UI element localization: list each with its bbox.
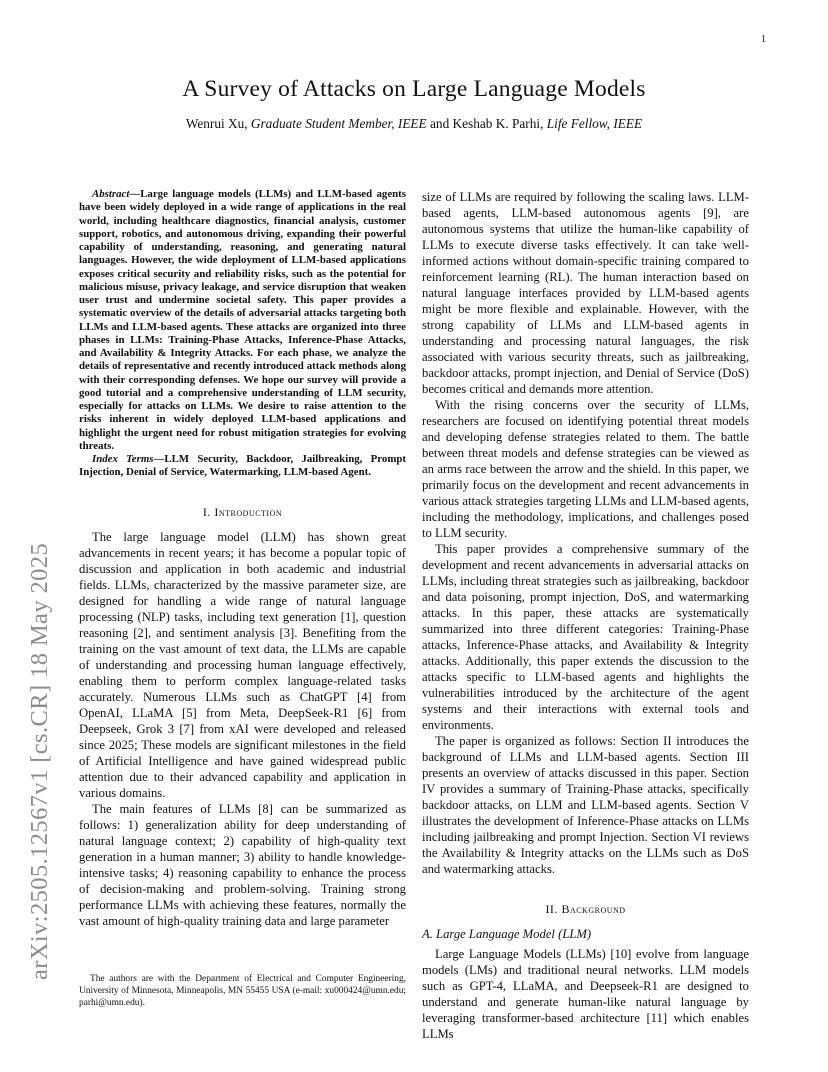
section-numeral: II.: [545, 902, 562, 916]
paper-title: A Survey of Attacks on Large Language Models: [182, 76, 646, 102]
section-heading-background: [422, 901, 749, 917]
author-line: [0, 116, 828, 132]
section-title: Background: [561, 902, 626, 916]
section-numeral: I.: [202, 504, 215, 519]
right-column: [422, 189, 749, 1042]
intro-paragraph-2: The main features of LLMs [8] can be summarized as follows: 1) generalization ability for deep understanding of natural language context; 2) capability of high-quality text generation in a human manner; 3) ability to handle knowledge-intensive tasks; 4) reasoning capability to enhance the process of decision-making and problem-solving. Training strong performance LLMs with achieving these features, normally the vast amount of high-quality training data and large parameter: [79, 801, 406, 928]
author-affiliation-footnote: The authors are with the Department of Electrical and Computer Engineering, University of Minnesota, Minneapolis, MN 55455 USA (e-mail: xu000424@umn.edu; parhi@umn.edu).: [79, 974, 406, 1008]
intro-paragraph-3: With the rising concerns over the security of LLMs, researchers are focused on identifying potential threat models and developing defense strategies related to them. The battle between threat models and defense strategies can be viewed as an arms race between the arrow and the shield. In this paper, we primarily focus on the development and recent advancements in various attack strategies targeting LLMs and LLM-based agents, including the methodology, implications, and challenges posed to LLM security.: [422, 398, 749, 540]
abstract-label: Abstract: [92, 188, 130, 200]
subsection-heading-llm: A. Large Language Model (LLM): [422, 927, 592, 941]
intro-paragraph-2-continuation: size of LLMs are required by following the scaling laws. LLM-based agents, LLM-based autonomous agents [9], are autonomous systems that utilize the human-like capability of LLMs to execute diverse tasks effectively. It can take well-informed actions without domain-specific training compared to reinforcement learning (RL). The human interaction based on natural language interfaces provided by LLM-based agents might be more flexible and explainable. However, with the strong capability of LLMs and LLM-based agents in understanding and processing natural languages, the risk associated with various security threats, such as jailbreaking, backdoor attacks, prompt injection, and Denial of Service (DoS) becomes critical and demands more attention.: [422, 190, 749, 396]
author-2-membership: Life Fellow, IEEE: [546, 116, 643, 131]
author-2-name: Keshab K. Parhi,: [452, 116, 544, 131]
background-paragraph-1: Large Language Models (LLMs) [10] evolve from language models (LMs) and traditional neural networks. LLM models such as GPT-4, LLaMA, and Deepseek-R1 are designed to understand and generate human-like natural language by leveraging transformer-based architecture [11] which enables LLMs: [422, 947, 749, 1041]
index-terms-text: —LLM Security, Backdoor, Jailbreaking, Prompt Injection, Denial of Service, Watermarking, LLM-based Agent.: [79, 453, 406, 479]
arxiv-identifier-stamp: arXiv:2505.12567v1 [cs.CR] 18 May 2025: [26, 542, 53, 980]
section-heading-introduction: [79, 504, 406, 520]
intro-paragraph-1: The large language model (LLM) has shown great advancements in recent years; it has become a popular topic of discussion and application in both academic and industrial fields. LLMs, characterized by the massive parameter size, are designed for handling a wide range of natural language processing (NLP) tasks, including text generation [1], question reasoning [2], and sentiment analysis [3]. Benefiting from the training on the vast amount of text data, the LLMs are capable of understanding and processing human language effectively, enabling them to perform complex language-related tasks accurately. Numerous LLMs such as ChatGPT [4] from OpenAI, LLaMA [5] from Meta, DeepSeek-R1 [6] from Deepseek, Grok 3 [7] from xAI were developed and released since 2025; These models are significant milestones in the field of Artificial Intelligence and have gained widespread public attention due to their advanced capability and application in various domains.: [79, 529, 406, 800]
intro-paragraph-5: The paper is organized as follows: Section II introduces the background of LLMs and LLM-based agents. Section III presents an overview of attacks discussed in this paper. Section IV provides a summary of Training-Phase attacks, specifically backdoor attacks, on LLM and LLM-based agents. Section V illustrates the development of Inference-Phase attacks on LLMs including jailbreaking and prompt Injection. Section VI reviews the Availability & Integrity attacks on the LLMs such as DoS and watermarking attacks.: [422, 734, 749, 876]
index-terms-label: Index Terms: [92, 453, 154, 465]
author-1-membership: Graduate Student Member, IEEE: [250, 116, 427, 131]
author-1-name: Wenrui Xu,: [185, 116, 248, 131]
left-column: [79, 188, 406, 929]
section-title: Introduction: [214, 504, 283, 519]
page-number: 1: [761, 34, 766, 45]
intro-paragraph-4: This paper provides a comprehensive summary of the development and recent advancements in adversarial attacks on LLMs, including threat strategies such as jailbreaking, backdoor and data poisoning, prompt injection, DoS, and watermarking attacks. In this paper, these attacks are systematically summarized into three different categories: Training-Phase attacks, Inference-Phase attacks, and Availability & Integrity attacks. Additionally, this paper extends the discussion to the attacks specific to LLM-based agents and highlights the vulnerabilities introduced by the architecture of the agent systems and their interactions with external tools and environments.: [422, 542, 749, 732]
index-terms: [79, 453, 406, 480]
abstract: [79, 188, 406, 453]
author-conjunction: and: [430, 116, 450, 131]
abstract-text: —Large language models (LLMs) and LLM-based agents have been widely deployed in a wide range of applications in the real world, including healthcare diagnostics, financial analysis, customer support, robotics, and autonomous driving, expanding their powerful capability of understanding, reasoning, and generating natural languages. However, the wide deployment of LLM-based applications exposes critical security and reliability risks, such as the potential for malicious misuse, privacy leakage, and service disruption that weaken user trust and undermine societal safety. This paper provides a systematic overview of the details of adversarial attacks targeting both LLMs and LLM-based agents. These attacks are organized into three phases in LLMs: Training-Phase Attacks, Inference-Phase Attacks, and Availability & Integrity Attacks. For each phase, we analyze the details of representative and recently introduced attack methods along with their corresponding defenses. We hope our survey will provide a good tutorial and a comprehensive understanding of LLM security, especially for attacks on LLMs. We desire to raise attention to the risks inherent in widely deployed LLM-based applications and highlight the urgent need for robust mitigation strategies for evolving threats.: [79, 188, 406, 452]
